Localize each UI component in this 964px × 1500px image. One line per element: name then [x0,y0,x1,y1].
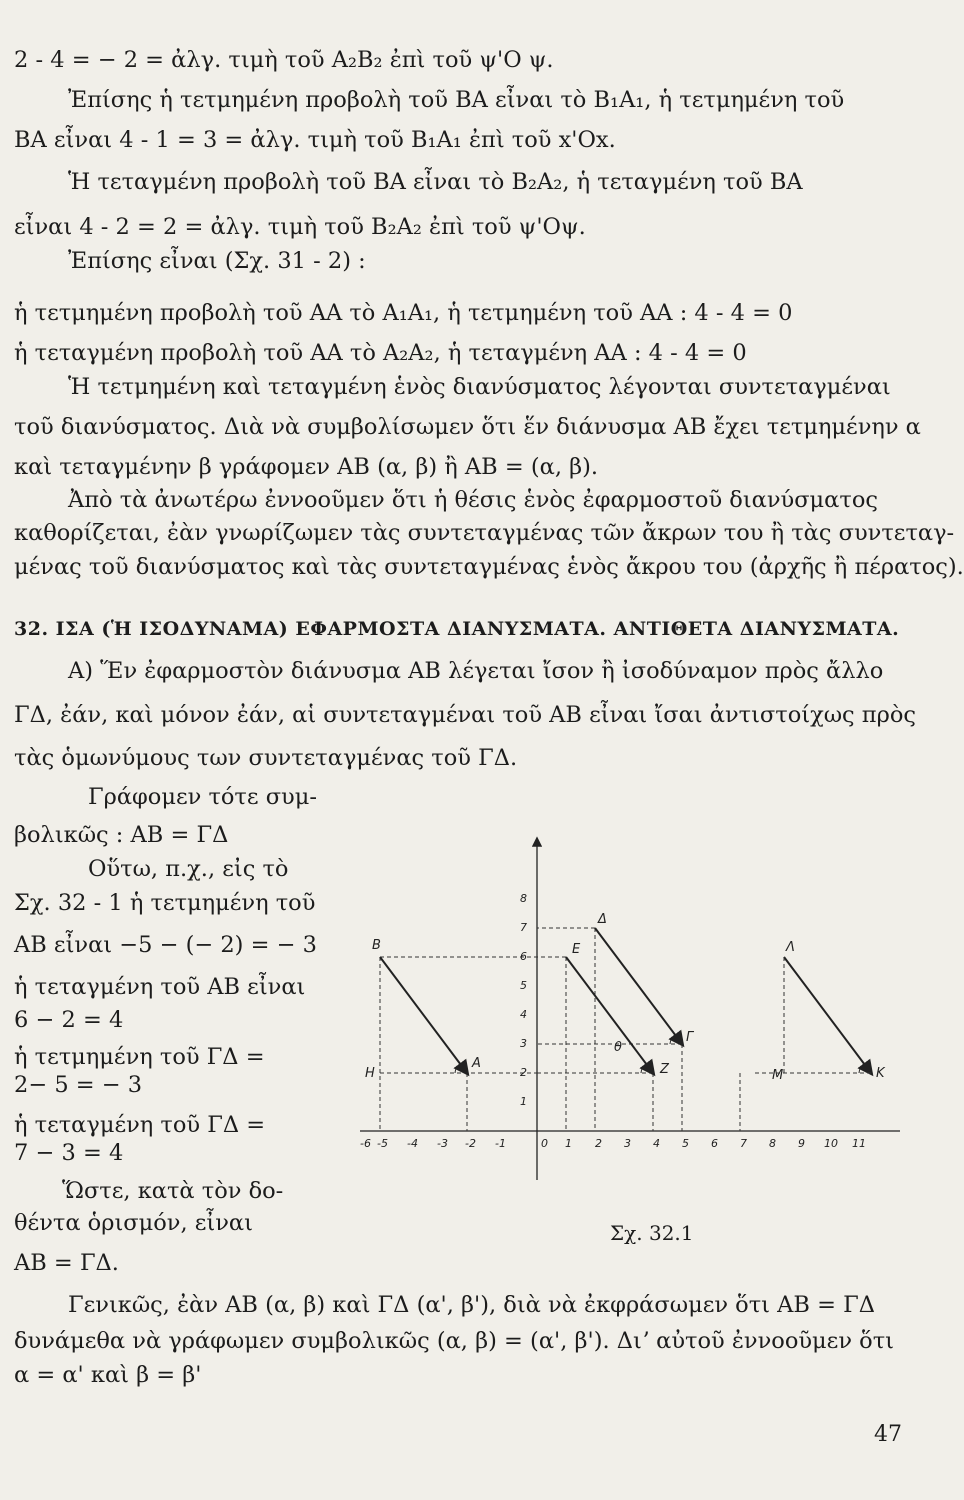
page-number: 47 [874,1422,902,1447]
y-tick-label: 8 [520,892,527,905]
x-tick-label: -1 [495,1137,506,1150]
x-tick-label: -2 [465,1137,476,1150]
y-tick-label: 3 [520,1037,527,1050]
x-tick-label: 10 [824,1137,838,1150]
text-line: καθορίζεται, ἐὰν γνωρίζωμεν τὰς συντεταγμένας τῶν ἄκρων του ἢ τὰς συντεταγ- [14,520,955,546]
text-line: Ὥστε, κατὰ τὸν δο- [62,1178,284,1204]
text-line: 2 - 4 = − 2 = ἀλγ. τιμὴ τοῦ A₂B₂ ἐπὶ τοῦ ψ'Ο ψ. [14,47,554,73]
text-line: 6 − 2 = 4 [14,1007,124,1033]
text-line: AB εἶναι −5 − (− 2) = − 3 [14,932,317,958]
x-tick-label: -6 [360,1137,371,1150]
text-line: Ἀπὸ τὰ ἀνωτέρω ἐννοοῦμεν ὅτι ἡ θέσις ἑνὸς ἐφαρμοστοῦ διανύσματος [68,487,878,513]
text-line: Οὕτω, π.χ., εἰς τὸ [88,856,289,882]
x-tick-label: 8 [769,1137,776,1150]
text-line: ἡ τεταγμένη προβολὴ τοῦ AA τὸ A₂A₂, ἡ τεταγμένη AA : 4 - 4 = 0 [14,340,747,366]
x-tick-label: 0 [541,1137,548,1150]
text-line: Γράφομεν τότε συμ- [88,784,317,810]
y-tick-label: 4 [520,1008,527,1021]
text-line: ἡ τετμημένη τοῦ ΓΔ = [14,1044,265,1070]
text-line: Ἐπίσης ἡ τετμημένη προβολὴ τοῦ BA εἶναι τὸ B₁A₁, ἡ τετμημένη τοῦ [68,87,845,113]
text-line: Ἡ τετμημένη καὶ τεταγμένη ἑνὸς διανύσματος λέγονται συντεταγμέναι [68,374,891,400]
point-label-k: K [876,1066,885,1081]
text-line: Ἡ τεταγμένη προβολὴ τοῦ BA εἶναι τὸ B₂A₂, ἡ τεταγμένη τοῦ BA [68,169,803,195]
point-label-lambda: Λ [786,940,795,955]
x-tick-label: 4 [653,1137,660,1150]
text-line: εἶναι 4 - 2 = 2 = ἀλγ. τιμὴ τοῦ B₂A₂ ἐπὶ τοῦ ψ'Οψ. [14,214,586,240]
text-line: BA εἶναι 4 - 1 = 3 = ἀλγ. τιμὴ τοῦ B₁A₁ ἐπὶ τοῦ x'Ox. [14,127,616,153]
point-label-a: A [472,1056,481,1071]
point-label-m: M [772,1068,784,1083]
x-tick-label: 5 [682,1137,689,1150]
x-tick-label: 3 [624,1137,631,1150]
point-label-delta: Δ [598,912,607,927]
text-line: θέντα ὁρισμόν, εἶναι [14,1210,253,1236]
y-tick-label: 2 [520,1066,527,1079]
point-label-h: H [365,1066,375,1081]
text-line: τὰς ὁμωνύμους των συντεταγμένας τοῦ ΓΔ. [14,745,518,771]
text-line: α = α' καὶ β = β' [14,1362,202,1388]
text-line: ἡ τεταγμένη τοῦ AB εἶναι [14,974,306,1000]
section-heading: 32. ΙΣΑ (Ἡ ΙΣΟΔΥΝΑΜΑ) ΕΦΑΡΜΟΣΤΑ ΔΙΑΝΥΣΜΑΤΑ. ΑΝΤΙΘΕΤΑ ΔΙΑΝΥΣΜΑΤΑ. [14,618,900,640]
text-line: τοῦ διανύσματος. Διὰ νὰ συμβολίσωμεν ὅτι ἕν διάνυσμα AB ἔχει τετμημένην α [14,414,921,440]
x-tick-label: 11 [852,1137,866,1150]
point-label-e: E [572,942,581,957]
x-tick-label: 9 [798,1137,805,1150]
text-line: Γενικῶς, ἐὰν AB (α, β) καὶ ΓΔ (α', β'), διὰ νὰ ἐκφράσωμεν ὅτι AB = ΓΔ [68,1292,875,1318]
point-label-b: B [372,938,381,953]
angle-label-theta: θ [614,1040,622,1055]
x-tick-label: -3 [437,1137,448,1150]
text-line: μένας τοῦ διανύσματος καὶ τὰς συντεταγμένας ἑνὸς ἄκρου του (ἀρχῆς ἢ πέρατος). [14,554,964,580]
y-tick-label: 1 [520,1095,527,1108]
y-tick-label: 6 [520,950,527,963]
x-tick-label: -4 [407,1137,418,1150]
text-line: Α) Ἕν ἐφαρμοστὸν διάνυσμα AB λέγεται ἴσον ἢ ἰσοδύναμον πρὸς ἄλλο [68,658,884,684]
text-line: καὶ τεταγμένην β γράφομεν AB (α, β) ἢ AB = (α, β). [14,454,599,480]
text-line: δυνάμεθα νὰ γράφωμεν συμβολικῶς (α, β) = (α', β'). Διʼ αὐτοῦ ἐννοοῦμεν ὅτι [14,1328,894,1354]
point-label-gamma: Γ [686,1030,694,1045]
text-line: 7 − 3 = 4 [14,1140,124,1166]
text-line: AB = ΓΔ. [14,1250,119,1276]
x-tick-label: 1 [565,1137,572,1150]
text-line: ἡ τεταγμένη τοῦ ΓΔ = [14,1112,266,1138]
y-tick-label: 7 [520,921,527,934]
figure-32-1 [360,835,900,1195]
text-line: 2− 5 = − 3 [14,1072,143,1098]
x-tick-label: 7 [740,1137,747,1150]
figure-caption: Σχ. 32.1 [610,1221,694,1245]
text-line: ΓΔ, ἐάν, καὶ μόνον ἐάν, αἱ συντεταγμέναι τοῦ AB εἶναι ἴσαι ἀντιστοίχως πρὸς [14,702,916,728]
x-tick-label: 2 [595,1137,602,1150]
text-line: βολικῶς : AB = ΓΔ [14,822,229,848]
x-tick-label: -5 [377,1137,388,1150]
text-line: Σχ. 32 - 1 ἡ τετμημένη τοῦ [14,890,316,916]
vectors [380,928,871,1073]
text-line: ἡ τετμημένη προβολὴ τοῦ AA τὸ A₁A₁, ἡ τετμημένη τοῦ AA : 4 - 4 = 0 [14,300,793,326]
y-tick-label: 5 [520,979,527,992]
point-label-z: Z [660,1062,669,1077]
x-tick-label: 6 [711,1137,718,1150]
text-line: Ἐπίσης εἶναι (Σχ. 31 - 2) : [68,248,366,274]
